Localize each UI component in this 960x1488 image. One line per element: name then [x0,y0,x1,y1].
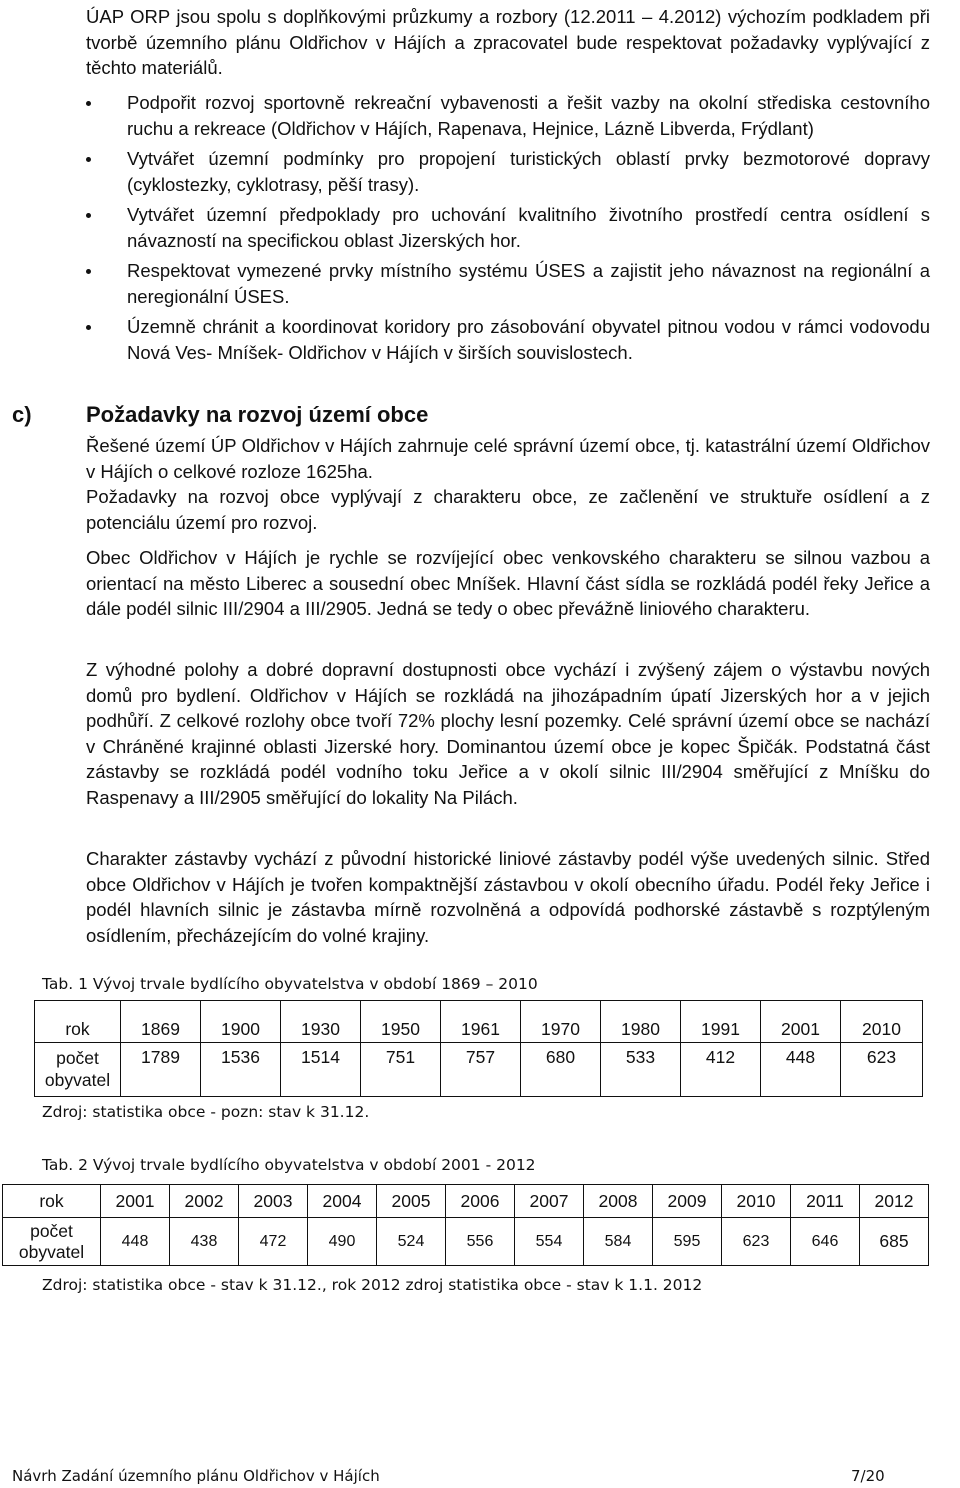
section-letter: c) [12,402,32,427]
table-cell: 1869 [121,1001,201,1043]
bullet-icon [86,269,91,274]
table-cell: 412 [681,1043,761,1097]
table2-population-2001-2012 [2,1184,929,1266]
table-cell: 2003 [239,1185,308,1218]
table-cell: 2011 [791,1185,860,1218]
table-cell-label: počet obyvatel [35,1043,121,1097]
table-cell: 1789 [121,1043,201,1097]
table-cell-label: rok [35,1001,121,1043]
table-cell: 1930 [281,1001,361,1043]
table-cell: 2001 [761,1001,841,1043]
table-cell: 1536 [201,1043,281,1097]
table-cell: 584 [584,1218,653,1266]
table-cell: 2004 [308,1185,377,1218]
bullet-text: Respektovat vymezené prvky místního systému ÚSES a zajistit jeho návaznost na regionální a neregionální ÚSES. [127,260,930,307]
table-row [3,1185,929,1218]
bullet-item [86,258,930,309]
table-cell: 448 [101,1218,170,1266]
bullet-icon [86,213,91,218]
table1-caption: Tab. 1 Vývoj trvale bydlícího obyvatelstva v období 1869 – 2010 [42,975,538,993]
table-cell: 595 [653,1218,722,1266]
table-cell: 1980 [601,1001,681,1043]
table-cell: 2009 [653,1185,722,1218]
table-cell-label: počet obyvatel [3,1218,101,1266]
table-cell: 2005 [377,1185,446,1218]
table-cell: 490 [308,1218,377,1266]
table-cell-label: rok [3,1185,101,1218]
bullet-icon [86,325,91,330]
table2-caption: Tab. 2 Vývoj trvale bydlícího obyvatelstva v období 2001 - 2012 [42,1156,536,1174]
table-cell: 680 [521,1043,601,1097]
section-paragraph: Z výhodné polohy a dobré dopravní dostupnosti obce vychází i zvýšený zájem o výstavbu nových domů pro bydlení. Oldřichov v Hájích se rozkládá na jihozápadním úpatí Jizerských hor a v jejich podhůří. Z celkové rozlohy obce tvoří 72% plochy lesní pozemky. Celé správní území obce se nachází v Chráněné krajinné oblasti Jizerské hory. Dominantou území obce je kopec Špičák. Podstatná část zástavby se rozkládá podél vodního toku Jeřice a v okolí silnic III/2904 směřující z Mníšku do Raspenavy a III/2905 směřující do lokality Na Pilách. [86,659,930,808]
bullet-item [86,314,930,365]
table2-source: Zdroj: statistika obce - stav k 31.12., rok 2012 zdroj statistika obce - stav k 1.1. 2012 [42,1276,703,1294]
table1-source: Zdroj: statistika obce - pozn: stav k 31.12. [42,1103,370,1121]
table-cell: 2008 [584,1185,653,1218]
table-cell: 1514 [281,1043,361,1097]
table-row [3,1218,929,1266]
table-cell: 524 [377,1218,446,1266]
table-cell: 1970 [521,1001,601,1043]
table-cell: 2010 [722,1185,791,1218]
table-cell: 757 [441,1043,521,1097]
table1-population-1869-2010 [34,1000,923,1097]
table-cell: 533 [601,1043,681,1097]
table-cell: 2007 [515,1185,584,1218]
footer-page-number: 7/20 [851,1467,885,1485]
bullet-item [86,202,930,253]
table-cell: 556 [446,1218,515,1266]
table-cell: 646 [791,1218,860,1266]
table-cell: 623 [841,1043,923,1097]
table-cell: 2012 [860,1185,929,1218]
table-cell: 623 [722,1218,791,1266]
section-paragraph: Požadavky na rozvoj obce vyplývají z charakteru obce, ze začlenění ve struktuře osídlení a z potenciálu území pro rozvoj. [86,486,930,533]
section-paragraph: Obec Oldřichov v Hájích je rychle se rozvíjející obec venkovského charakteru se silnou vazbou a orientací na město Liberec a sousední obec Mníšek. Hlavní část sídla se rozkládá podél řeky Jeřice a dále podél silnic III/2904 a III/2905. Jedná se tedy o obec převážně liniového charakteru. [86,547,930,619]
table-cell: 2001 [101,1185,170,1218]
table-cell: 472 [239,1218,308,1266]
section-heading [12,400,912,430]
bullet-icon [86,101,91,106]
section-paragraph: Charakter zástavby vychází z původní historické liniové zástavby podél výše uvedených silnic. Střed obce Oldřichov v Hájích je tvořen kompaktnější zástavbou v okolí obecního úřadu. Podél řeky Jeřice i podél hlavních silnic je zástavba mírně rozvolněná a odpovídá podhorské zástavbě s rozptýleným osídlením, přecházejícím do volné krajiny. [86,848,930,946]
table-cell: 2010 [841,1001,923,1043]
footer-document-title: Návrh Zadání územního plánu Oldřichov v Hájích [12,1467,380,1485]
section-paragraph: Řešené území ÚP Oldřichov v Hájích zahrnuje celé správní území obce, tj. katastrální území Oldřichov v Hájích o celkové rozloze 1625ha. [86,435,930,482]
bullet-item [86,90,930,141]
table-cell: 1950 [361,1001,441,1043]
table-cell: 685 [860,1218,929,1266]
requirements-bullet-list [86,90,930,370]
intro-paragraph: ÚAP ORP jsou spolu s doplňkovými průzkumy a rozbory (12.2011 – 4.2012) výchozím podkladem při tvorbě územního plánu Oldřichov v Hájích a zpracovatel bude respektovat požadavky vyplývající z těchto materiálů. [86,6,930,78]
table-cell: 554 [515,1218,584,1266]
table-cell: 1991 [681,1001,761,1043]
bullet-text: Územně chránit a koordinovat koridory pro zásobování obyvatel pitnou vodou v rámci vodovodu Nová Ves- Mníšek- Oldřichov v Hájích v širších souvislostech. [127,316,930,363]
table-cell: 2002 [170,1185,239,1218]
bullet-text: Podpořit rozvoj sportovně rekreační vybavenosti a řešit vazby na okolní střediska cestovního ruchu a rekreace (Oldřichov v Hájích, Rapenava, Hejnice, Lázně Libverda, Frýdlant) [127,92,930,139]
bullet-icon [86,157,91,162]
bullet-text: Vytvářet územní předpoklady pro uchování kvalitního životního prostředí centra osídlení s návazností na specifickou oblast Jizerských hor. [127,204,930,251]
table-cell: 438 [170,1218,239,1266]
table-cell: 1900 [201,1001,281,1043]
section-title: Požadavky na rozvoj území obce [86,402,429,427]
table-cell: 751 [361,1043,441,1097]
bullet-item [86,146,930,197]
bullet-text: Vytvářet územní podmínky pro propojení turistických oblastí prvky bezmotorové dopravy (cyklostezky, cyklotrasy, pěší trasy). [127,148,930,195]
table-cell: 448 [761,1043,841,1097]
table-cell: 1961 [441,1001,521,1043]
table-cell: 2006 [446,1185,515,1218]
table-row [35,1043,923,1097]
table-row [35,1001,923,1043]
